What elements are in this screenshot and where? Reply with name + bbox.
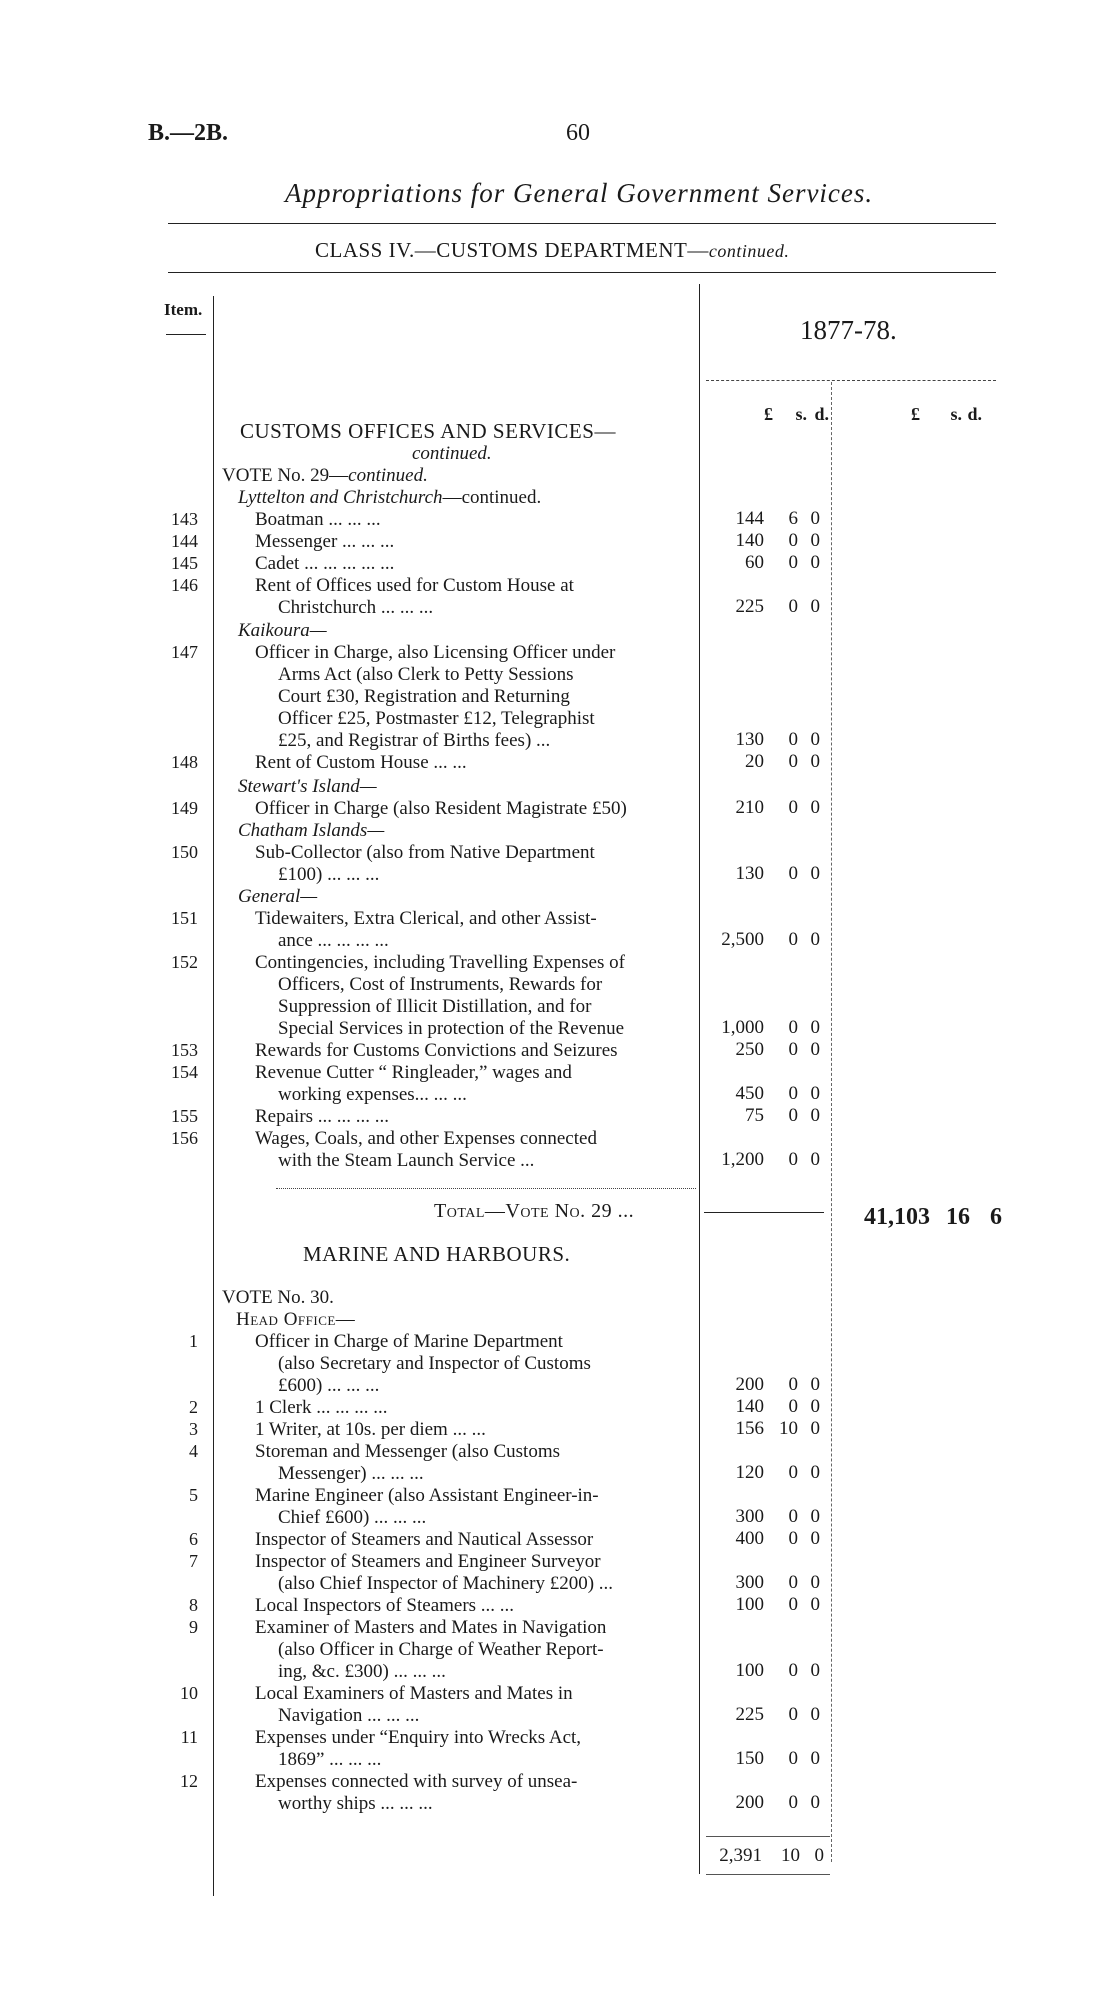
item-description-line: Messenger) ... ... ... bbox=[278, 1463, 424, 1484]
total-shillings: 16 bbox=[946, 1204, 970, 1230]
item-description-line: Rent of Offices used for Custom House at bbox=[255, 575, 574, 596]
total-pounds: 41,103 bbox=[864, 1204, 930, 1230]
amount-pounds: 1,200 bbox=[721, 1149, 764, 1170]
item-description-line: Contingencies, including Travelling Expenses of bbox=[255, 952, 625, 973]
amount-pence: 0 bbox=[810, 1105, 820, 1126]
amount-shillings: 0 bbox=[788, 751, 798, 772]
item-description-line: Suppression of Illicit Distillation, and for bbox=[278, 996, 592, 1017]
item-description-line: ance ... ... ... ... bbox=[278, 930, 389, 951]
amount-pounds: 100 bbox=[735, 1660, 764, 1681]
item-number: 7 bbox=[189, 1551, 198, 1571]
item-number: 154 bbox=[171, 1062, 198, 1082]
item-description-line: Inspector of Steamers and Engineer Surveyor bbox=[255, 1551, 601, 1572]
item-number: 153 bbox=[171, 1040, 198, 1060]
amount-pounds: 250 bbox=[735, 1039, 764, 1060]
item-number: 3 bbox=[189, 1419, 198, 1439]
page-number: 60 bbox=[566, 120, 590, 146]
item-description-line: 1 Writer, at 10s. per diem ... ... bbox=[255, 1419, 486, 1440]
amount-shillings: 0 bbox=[788, 1748, 798, 1769]
item-number: 5 bbox=[189, 1485, 198, 1505]
amount-shillings: 0 bbox=[788, 1017, 798, 1038]
item-description-line: Expenses connected with survey of unsea- bbox=[255, 1771, 578, 1792]
subtotal-pence: 0 bbox=[814, 1845, 824, 1866]
item-description-line: Cadet ... ... ... ... ... bbox=[255, 553, 395, 574]
item-description-line: Wages, Coals, and other Expenses connected bbox=[255, 1128, 597, 1149]
amount-pence: 0 bbox=[810, 929, 820, 950]
amount-shillings: 10 bbox=[779, 1418, 798, 1439]
item-description-line: Messenger ... ... ... bbox=[255, 531, 395, 552]
item-number: 12 bbox=[180, 1771, 198, 1791]
item-description-line: Revenue Cutter “ Ringleader,” wages and bbox=[255, 1062, 572, 1083]
kaikoura-subhead: Kaikoura— bbox=[238, 620, 327, 641]
item-description-line: Christchurch ... ... ... bbox=[278, 597, 434, 618]
item-description-line: Local Inspectors of Steamers ... ... bbox=[255, 1595, 515, 1616]
col2-pence: d. bbox=[967, 404, 982, 424]
general-subhead: General— bbox=[238, 886, 318, 907]
amount-shillings: 0 bbox=[788, 1506, 798, 1527]
amount-shillings: 0 bbox=[788, 1594, 798, 1615]
item-number: 150 bbox=[171, 842, 198, 862]
amount-pounds: 210 bbox=[735, 797, 764, 818]
item-description-line: Officer in Charge (also Resident Magistrate £50) bbox=[255, 798, 627, 819]
amount-pence: 0 bbox=[810, 1083, 820, 1104]
amount-shillings: 6 bbox=[788, 508, 798, 529]
document-reference: B.—2B. bbox=[148, 120, 229, 146]
chatham-subhead: Chatham Islands— bbox=[238, 820, 385, 841]
item-number: 151 bbox=[171, 908, 198, 928]
amount-shillings: 0 bbox=[788, 1149, 798, 1170]
item-description-line: Sub-Collector (also from Native Department bbox=[255, 842, 595, 863]
amount-pence: 0 bbox=[810, 1374, 820, 1395]
item-description-line: (also Chief Inspector of Machinery £200) ... bbox=[278, 1573, 614, 1594]
item-description-line: Examiner of Masters and Mates in Navigation bbox=[255, 1617, 607, 1638]
item-number: 10 bbox=[180, 1683, 198, 1703]
amount-shillings: 0 bbox=[788, 530, 798, 551]
section2-heading: MARINE AND HARBOURS. bbox=[303, 1242, 571, 1266]
amount-pounds: 400 bbox=[735, 1528, 764, 1549]
amount-shillings: 0 bbox=[788, 1396, 798, 1417]
amount-pounds: 156 bbox=[735, 1418, 764, 1439]
class-heading-main: CLASS IV.—CUSTOMS DEPARTMENT— bbox=[315, 238, 709, 262]
item-description-line: ing, &c. £300) ... ... ... bbox=[278, 1661, 446, 1682]
total-rule bbox=[704, 1212, 824, 1213]
item-number: 149 bbox=[171, 798, 198, 818]
item-number: 145 bbox=[171, 553, 198, 573]
amount-shillings: 0 bbox=[788, 729, 798, 750]
item-description-line: Tidewaiters, Extra Clerical, and other Assist- bbox=[255, 908, 597, 929]
amount-pounds: 20 bbox=[745, 751, 764, 772]
amount-shillings: 0 bbox=[788, 1105, 798, 1126]
amount-pence: 0 bbox=[810, 1396, 820, 1417]
item-description-line: £100) ... ... ... bbox=[278, 864, 380, 885]
amount-pounds: 300 bbox=[735, 1572, 764, 1593]
amount-pence: 0 bbox=[810, 1506, 820, 1527]
amount-pence: 0 bbox=[810, 1594, 820, 1615]
amount-pence: 0 bbox=[810, 1418, 820, 1439]
item-number: 6 bbox=[189, 1529, 198, 1549]
amount-pence: 0 bbox=[810, 863, 820, 884]
col1-shillings: s. bbox=[795, 404, 807, 424]
subtotal-double-rule bbox=[706, 1874, 830, 1875]
item-number: 152 bbox=[171, 952, 198, 972]
item-description-line: Officer £25, Postmaster £12, Telegraphist bbox=[278, 708, 595, 729]
item-description-line: £600) ... ... ... bbox=[278, 1375, 380, 1396]
amount-shillings: 0 bbox=[788, 797, 798, 818]
amount-pence: 0 bbox=[810, 1792, 820, 1813]
amount-pence: 0 bbox=[810, 1704, 820, 1725]
amount-shillings: 0 bbox=[788, 552, 798, 573]
amount-pence: 0 bbox=[810, 729, 820, 750]
amount-pence: 0 bbox=[810, 552, 820, 573]
amount-pounds: 60 bbox=[745, 552, 764, 573]
item-number: 156 bbox=[171, 1128, 198, 1148]
item-description-line: Officer in Charge, also Licensing Officer under bbox=[255, 642, 616, 663]
vote-29-cont: continued. bbox=[348, 465, 428, 486]
amount-shillings: 0 bbox=[788, 1660, 798, 1681]
vote-30-heading: VOTE No. 30. bbox=[222, 1287, 334, 1308]
head-office-subhead: Head Office— bbox=[236, 1309, 356, 1330]
class-heading bbox=[315, 238, 789, 263]
item-description-line: Arms Act (also Clerk to Petty Sessions bbox=[278, 664, 574, 685]
item-description-line: (also Officer in Charge of Weather Report- bbox=[278, 1639, 604, 1660]
amount-pounds: 144 bbox=[735, 508, 764, 529]
section1-end-rule bbox=[276, 1188, 696, 1189]
amount-pounds: 130 bbox=[735, 863, 764, 884]
amount-pence: 0 bbox=[810, 1572, 820, 1593]
amount-pence: 0 bbox=[810, 1039, 820, 1060]
item-number: 155 bbox=[171, 1106, 198, 1126]
item-number: 8 bbox=[189, 1595, 198, 1615]
amount-shillings: 0 bbox=[788, 596, 798, 617]
section1-heading: CUSTOMS OFFICES AND SERVICES— bbox=[240, 419, 616, 443]
item-description-line: Court £30, Registration and Returning bbox=[278, 686, 570, 707]
amount-pounds: 225 bbox=[735, 596, 764, 617]
item-number: 11 bbox=[180, 1727, 198, 1747]
amount-pence: 0 bbox=[810, 751, 820, 772]
item-number: 146 bbox=[171, 575, 198, 595]
subtotal-pounds: 2,391 bbox=[719, 1845, 762, 1866]
col2-pound: £ bbox=[911, 404, 920, 424]
amount-left-rule bbox=[699, 284, 700, 1874]
amount-pounds: 130 bbox=[735, 729, 764, 750]
item-header-rule bbox=[166, 334, 206, 335]
col1-pence: d. bbox=[814, 404, 829, 424]
amount-pence: 0 bbox=[810, 1017, 820, 1038]
amount-pounds: 225 bbox=[735, 1704, 764, 1725]
amount-pence: 0 bbox=[810, 596, 820, 617]
item-description-line: Inspector of Steamers and Nautical Assessor bbox=[255, 1529, 594, 1550]
item-description-line: Repairs ... ... ... ... bbox=[255, 1106, 390, 1127]
item-number: 148 bbox=[171, 752, 198, 772]
item-description-line: Special Services in protection of the Revenue bbox=[278, 1018, 625, 1039]
stewart-subhead: Stewart's Island— bbox=[238, 776, 377, 797]
amount-pounds: 120 bbox=[735, 1462, 764, 1483]
col1-pound: £ bbox=[764, 404, 773, 424]
lyttelton-cont: —continued. bbox=[442, 487, 542, 508]
item-description-line: 1 Clerk ... ... ... ... bbox=[255, 1397, 388, 1418]
item-description-line: Rewards for Customs Convictions and Seizures bbox=[255, 1040, 618, 1061]
item-description-line: (also Secretary and Inspector of Customs bbox=[278, 1353, 591, 1374]
item-description-line: with the Steam Launch Service ... bbox=[278, 1150, 535, 1171]
total-pence: 6 bbox=[990, 1204, 1002, 1230]
amount-shillings: 0 bbox=[788, 1572, 798, 1593]
amount-pence: 0 bbox=[810, 1528, 820, 1549]
amount-shillings: 0 bbox=[788, 929, 798, 950]
amount-pence: 0 bbox=[810, 797, 820, 818]
amount-pounds: 200 bbox=[735, 1792, 764, 1813]
subtotal-shillings: 10 bbox=[781, 1845, 800, 1866]
amount-shillings: 0 bbox=[788, 1528, 798, 1549]
lyttelton-subhead bbox=[238, 487, 541, 509]
amount-mid-rule bbox=[831, 382, 832, 1862]
vote-29-heading bbox=[222, 465, 428, 487]
item-description-line: Marine Engineer (also Assistant Engineer-in- bbox=[255, 1485, 599, 1506]
item-number: 9 bbox=[189, 1617, 198, 1637]
item-description-line: Local Examiners of Masters and Mates in bbox=[255, 1683, 573, 1704]
title-rule-bottom bbox=[168, 272, 996, 273]
lyttelton-label: Lyttelton and Christchurch bbox=[238, 487, 443, 508]
item-number: 143 bbox=[171, 509, 198, 529]
item-description-line: Expenses under “Enquiry into Wrecks Act, bbox=[255, 1727, 582, 1748]
amount-pounds: 200 bbox=[735, 1374, 764, 1395]
class-heading-cont: continued. bbox=[708, 241, 790, 261]
item-number: 2 bbox=[189, 1397, 198, 1417]
item-description-line: Officers, Cost of Instruments, Rewards for bbox=[278, 974, 603, 995]
page-title: Appropriations for General Government Services. bbox=[285, 178, 874, 208]
item-number: 147 bbox=[171, 642, 198, 662]
item-description-line: Chief £600) ... ... ... bbox=[278, 1507, 427, 1528]
item-number: 1 bbox=[189, 1331, 198, 1351]
subtotal-rule bbox=[706, 1836, 830, 1837]
amount-pence: 0 bbox=[810, 1149, 820, 1170]
desc-left-rule bbox=[213, 296, 214, 1896]
amount-pounds: 450 bbox=[735, 1083, 764, 1104]
item-number: 4 bbox=[189, 1441, 198, 1461]
amount-pounds: 140 bbox=[735, 530, 764, 551]
item-description-line: Storeman and Messenger (also Customs bbox=[255, 1441, 561, 1462]
amount-pounds: 100 bbox=[735, 1594, 764, 1615]
amount-shillings: 0 bbox=[788, 1039, 798, 1060]
amount-pence: 0 bbox=[810, 508, 820, 529]
title-rule-top bbox=[168, 223, 996, 224]
amount-shillings: 0 bbox=[788, 1083, 798, 1104]
amount-pounds: 2,500 bbox=[721, 929, 764, 950]
col2-shillings: s. bbox=[950, 404, 962, 424]
amount-shillings: 0 bbox=[788, 1704, 798, 1725]
amount-pence: 0 bbox=[810, 530, 820, 551]
amount-pounds: 300 bbox=[735, 1506, 764, 1527]
amount-pounds: 75 bbox=[745, 1105, 764, 1126]
vote-29-label: VOTE No. 29— bbox=[222, 465, 349, 486]
section1-heading-cont: continued. bbox=[412, 443, 492, 464]
amount-shillings: 0 bbox=[788, 1374, 798, 1395]
amount-pounds: 150 bbox=[735, 1748, 764, 1769]
item-number: 144 bbox=[171, 531, 198, 551]
amount-shillings: 0 bbox=[788, 863, 798, 884]
year-header: 1877-78. bbox=[800, 315, 897, 345]
amount-pence: 0 bbox=[810, 1660, 820, 1681]
item-description-line: Boatman ... ... ... bbox=[255, 509, 381, 530]
year-rule bbox=[706, 380, 996, 381]
item-description-line: 1869” ... ... ... bbox=[278, 1749, 382, 1770]
item-description-line: Rent of Custom House ... ... bbox=[255, 752, 467, 773]
amount-pounds: 140 bbox=[735, 1396, 764, 1417]
amount-pounds: 1,000 bbox=[721, 1017, 764, 1038]
amount-pence: 0 bbox=[810, 1748, 820, 1769]
total-vote-29-label: Total—Vote No. 29 ... bbox=[434, 1200, 635, 1222]
item-description-line: working expenses... ... ... bbox=[278, 1084, 467, 1105]
amount-shillings: 0 bbox=[788, 1792, 798, 1813]
item-description-line: Navigation ... ... ... bbox=[278, 1705, 420, 1726]
item-column-header: Item. bbox=[164, 300, 203, 319]
item-description-line: £25, and Registrar of Births fees) ... bbox=[278, 730, 551, 751]
amount-shillings: 0 bbox=[788, 1462, 798, 1483]
item-description-line: Officer in Charge of Marine Department bbox=[255, 1331, 563, 1352]
amount-pence: 0 bbox=[810, 1462, 820, 1483]
item-description-line: worthy ships ... ... ... bbox=[278, 1793, 433, 1814]
